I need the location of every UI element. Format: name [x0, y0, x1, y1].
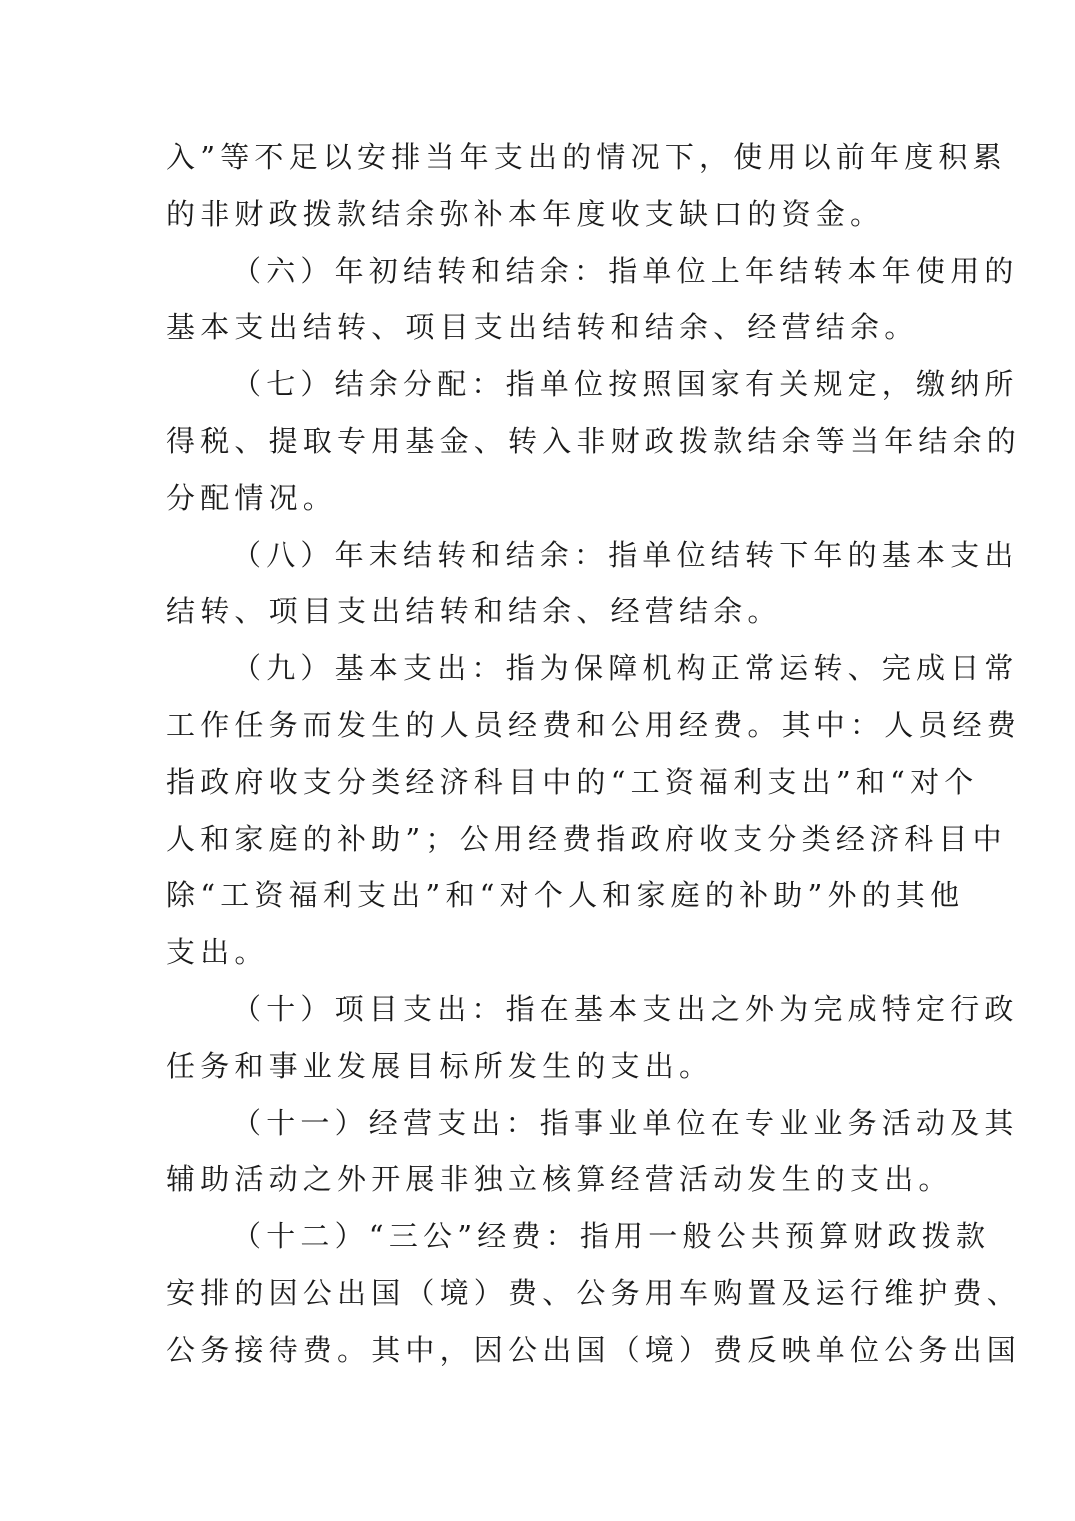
text-line: 任务和事业发展目标所发生的支出。 [166, 1048, 714, 1083]
text-line: （十）项目支出：指在基本支出之外为完成特定行政 [232, 991, 1019, 1026]
text-line: 入”等不足以安排当年支出的情况下，使用以前年度积累 [166, 140, 1007, 174]
text-line: 人和家庭的补助”；公用经费指政府收支分类经济科目中 [166, 821, 1007, 856]
text-line: （十二）“三公”经费：指用一般公共预算财政拨款 [232, 1219, 991, 1254]
text-line: 指政府收支分类经济科目中的“工资福利支出”和“对个 [166, 764, 979, 799]
text-line: 公务接待费。其中，因公出国（境）费反映单位公务出国 [166, 1332, 1022, 1367]
text-line: （九）基本支出：指为保障机构正常运转、完成日常 [232, 651, 1019, 686]
text-line: 安排的因公出国（境）费、公务用车购置及运行维护费、 [166, 1275, 1022, 1310]
text-line: 除“工资福利支出”和“对个人和家庭的补助”外的其他 [166, 878, 965, 913]
text-line: 结转、项目支出结转和结余、经营结余。 [166, 594, 782, 629]
text-line: （八）年末结转和结余：指单位结转下年的基本支出 [232, 537, 1019, 572]
text-line: 支出。 [166, 935, 269, 970]
body-text [166, 129, 1022, 1379]
text-line: 辅助活动之外开展非独立核算经营活动发生的支出。 [166, 1162, 953, 1197]
text-line: 基本支出结转、项目支出结转和结余、经营结余。 [166, 310, 919, 345]
text-line: 的非财政拨款结余弥补本年度收支缺口的资金。 [166, 196, 885, 231]
text-line: （六）年初结转和结余：指单位上年结转本年使用的 [232, 253, 1019, 288]
text-line: 工作任务而发生的人员经费和公用经费。其中：人员经费 [166, 707, 1022, 742]
text-line: （七）结余分配：指单位按照国家有关规定，缴纳所 [232, 367, 1019, 402]
text-line: 得税、提取专用基金、转入非财政拨款结余等当年结余的 [166, 423, 1022, 458]
text-line: （十一）经营支出：指事业单位在专业业务活动及其 [232, 1105, 1019, 1140]
text-line: 分配情况。 [166, 480, 338, 515]
